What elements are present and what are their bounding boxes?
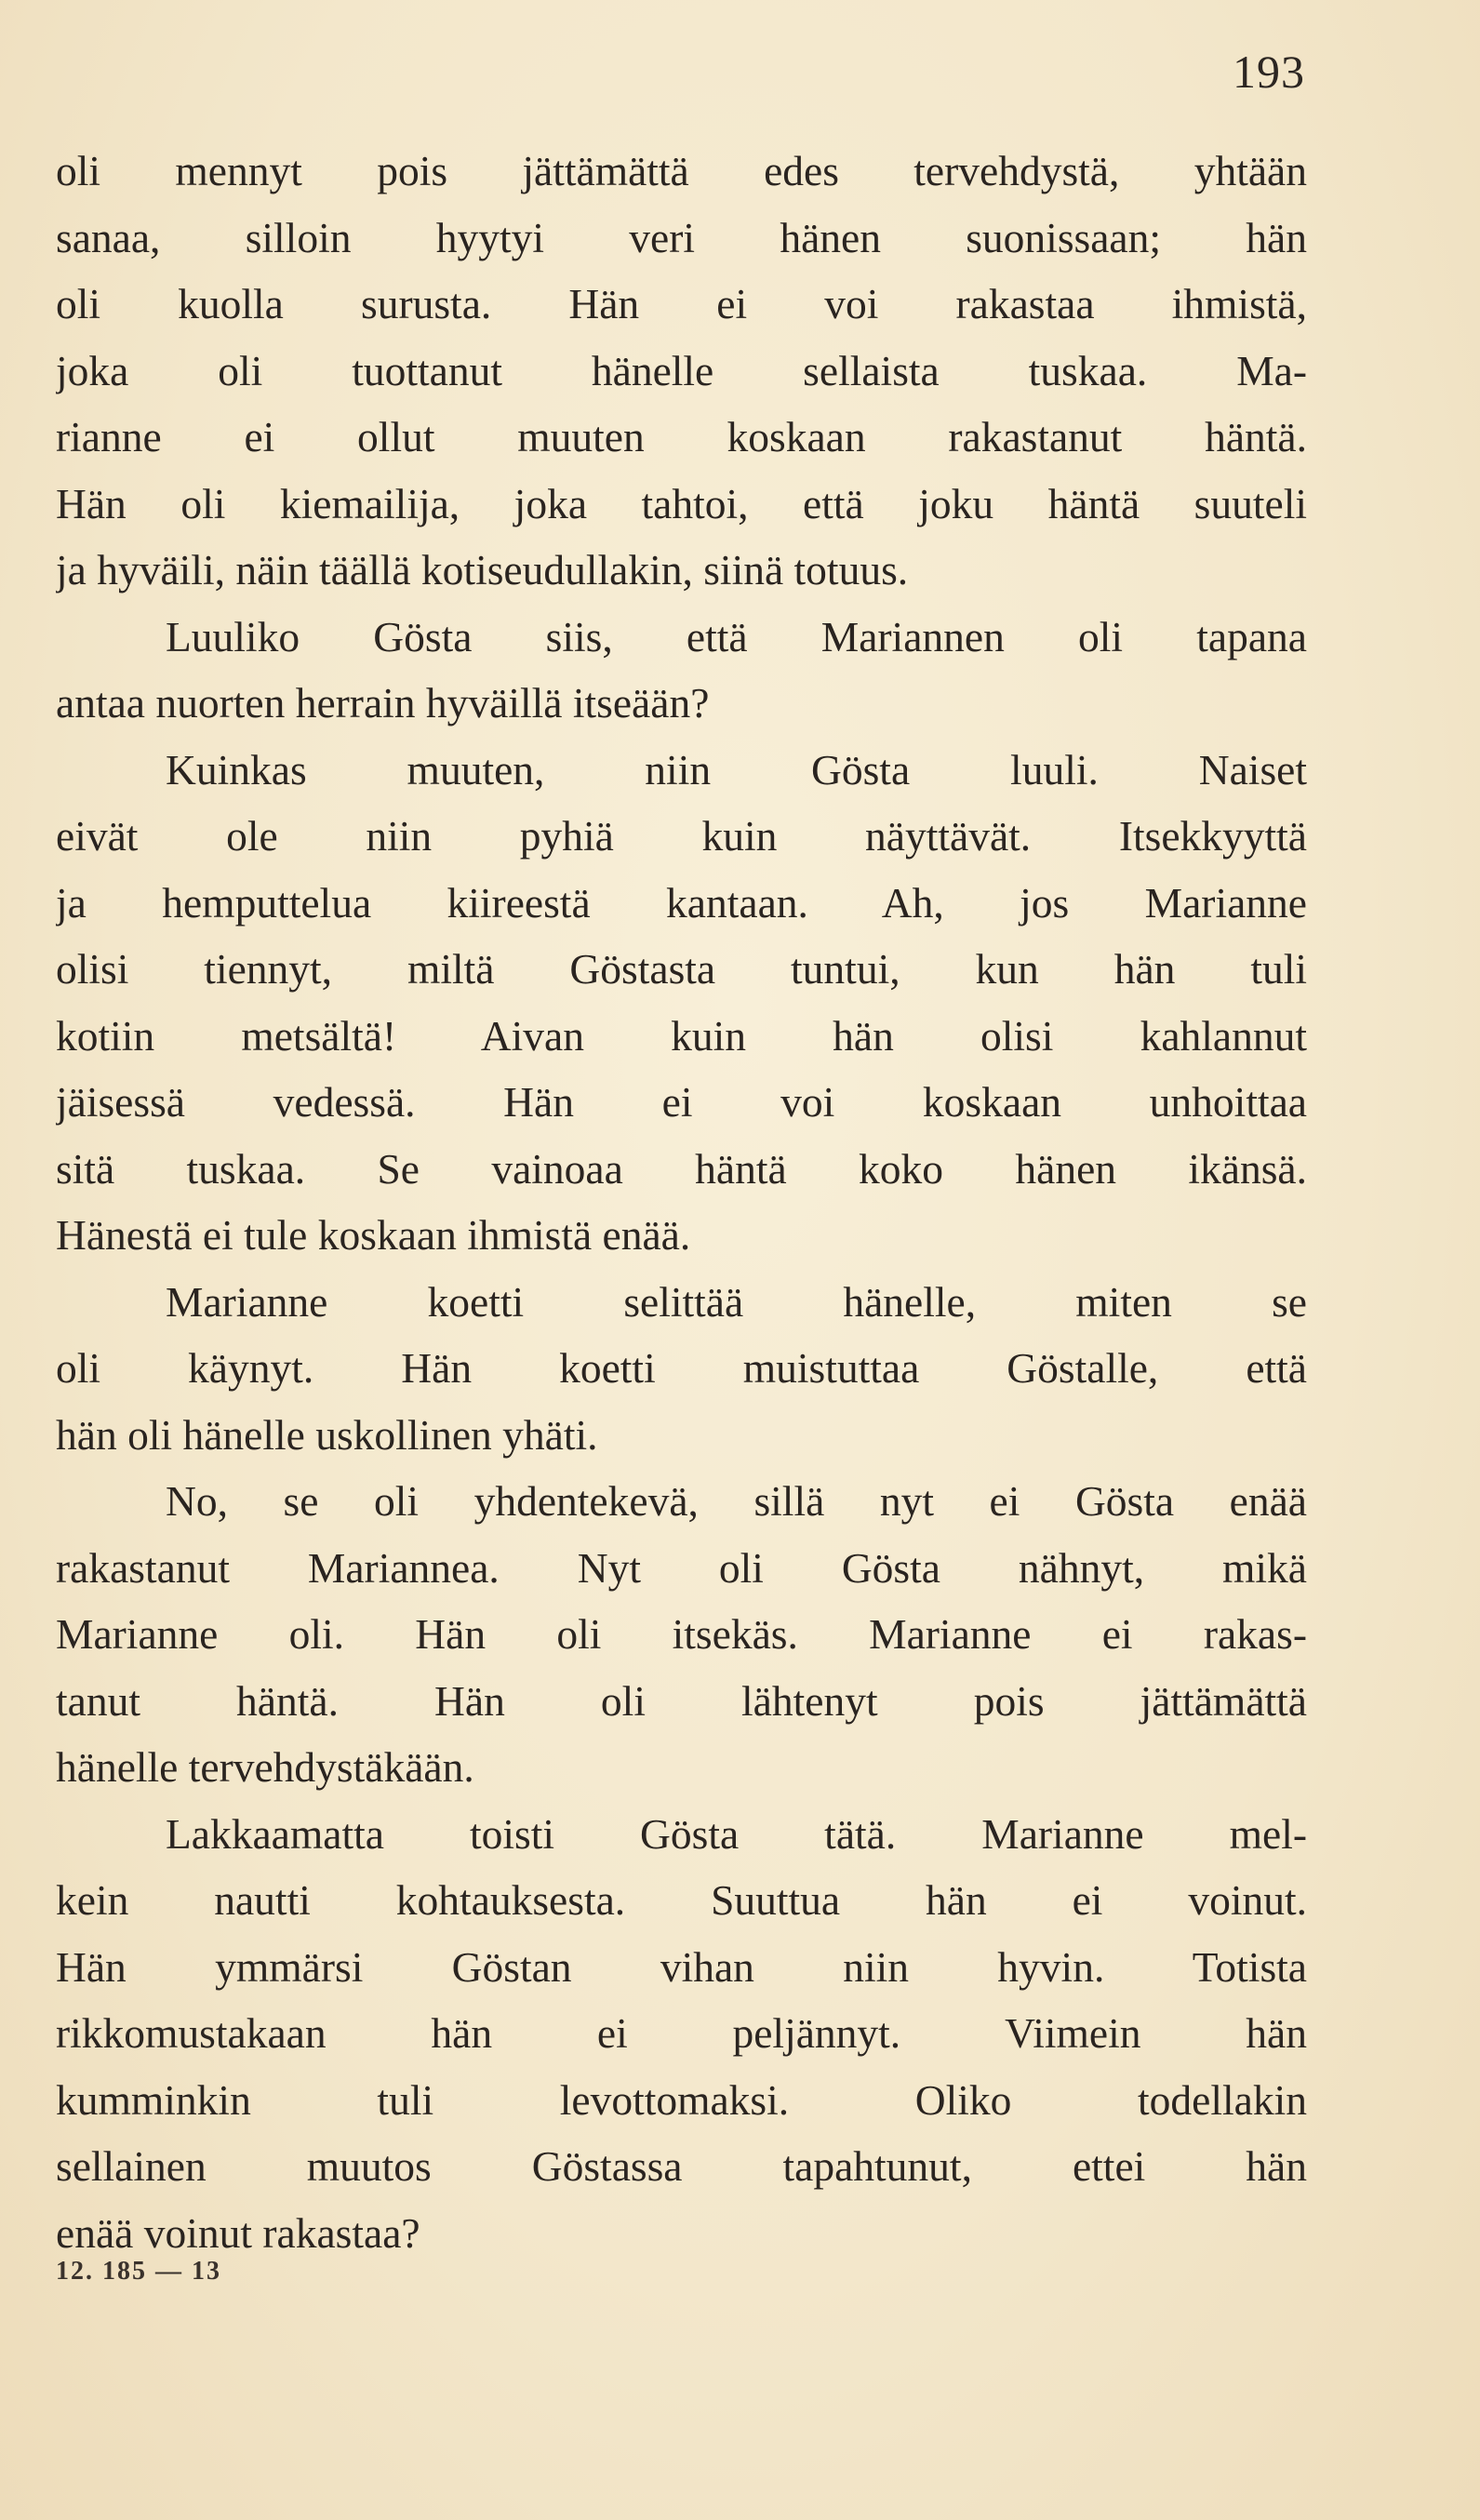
text-line: eivät ole niin pyhiä kuin näyttävät. Itsekkyyttä — [56, 812, 1307, 860]
text-line: oli käynyt. Hän koetti muistuttaa Göstalle, että — [56, 1344, 1307, 1392]
text-line: hän oli hänelle uskollinen yhäti. — [56, 1410, 598, 1459]
text-line: sellainen muutos Göstassa tapahtunut, ettei hän — [56, 2142, 1307, 2190]
text-line: enää voinut rakastaa? — [56, 2208, 420, 2257]
text-line: rianne ei ollut muuten koskaan rakastanut häntä. — [56, 413, 1307, 460]
text-line: Luuliko Gösta siis, että Mariannen oli tapana — [166, 612, 1307, 660]
text-line: antaa nuorten herrain hyväillä itseään? — [56, 679, 710, 727]
page-number: 193 — [1233, 46, 1305, 98]
text-line: oli mennyt pois jättämättä edes tervehdystä, yhtään — [56, 147, 1307, 194]
text-line: tanut häntä. Hän oli lähtenyt pois jättämättä — [56, 1676, 1307, 1725]
text-line: ja hemputtelua kiireestä kantaan. Ah, jos Marianne — [56, 878, 1307, 927]
text-line: joka oli tuottanut hänelle sellaista tuskaa. Ma- — [56, 346, 1307, 394]
text-line: oli kuolla surusta. Hän ei voi rakastaa ihmistä, — [56, 280, 1307, 327]
text-line: Hän oli kiemailija, joka tahtoi, että joku häntä suuteli — [56, 479, 1307, 527]
text-line: Lakkaamatta toisti Gösta tätä. Marianne mel- — [166, 1809, 1307, 1858]
text-line: Kuinkas muuten, niin Gösta luuli. Naiset — [166, 745, 1307, 793]
body-text — [56, 138, 1307, 2266]
text-line: jäisessä vedessä. Hän ei voi koskaan unhoittaa — [56, 1078, 1307, 1126]
text-line: rakastanut Mariannea. Nyt oli Gösta nähnyt, mikä — [56, 1543, 1307, 1592]
text-line: kotiin metsältä! Aivan kuin hän olisi kahlannut — [56, 1011, 1307, 1060]
text-line: Hänestä ei tule koskaan ihmistä enää. — [56, 1211, 691, 1259]
text-line: Marianne oli. Hän oli itsekäs. Marianne ei rakas- — [56, 1610, 1307, 1658]
text-line: sitä tuskaa. Se vainoaa häntä koko hänen ikänsä. — [56, 1144, 1307, 1193]
text-line: Hän ymmärsi Göstan vihan niin hyvin. Totista — [56, 1942, 1307, 1991]
text-line: Marianne koetti selittää hänelle, miten se — [166, 1277, 1307, 1326]
text-line: kein nautti kohtauksesta. Suuttua hän ei voinut. — [56, 1876, 1307, 1924]
printer-signature: 12. 185 — 13 — [56, 2257, 221, 2286]
text-line: ja hyväili, näin täällä kotiseudullakin, siinä totuus. — [56, 546, 909, 593]
text-line: hänelle tervehdystäkään. — [56, 1743, 474, 1791]
text-line: No, se oli yhdentekevä, sillä nyt ei Gösta enää — [166, 1477, 1307, 1525]
text-line: kumminkin tuli levottomaksi. Oliko todellakin — [56, 2075, 1307, 2124]
text-line: rikkomustakaan hän ei peljännyt. Viimein hän — [56, 2009, 1307, 2057]
text-line: olisi tiennyt, miltä Göstasta tuntui, kun hän tuli — [56, 945, 1307, 993]
text-line: sanaa, silloin hyytyi veri hänen suonissaan; hän — [56, 213, 1307, 261]
